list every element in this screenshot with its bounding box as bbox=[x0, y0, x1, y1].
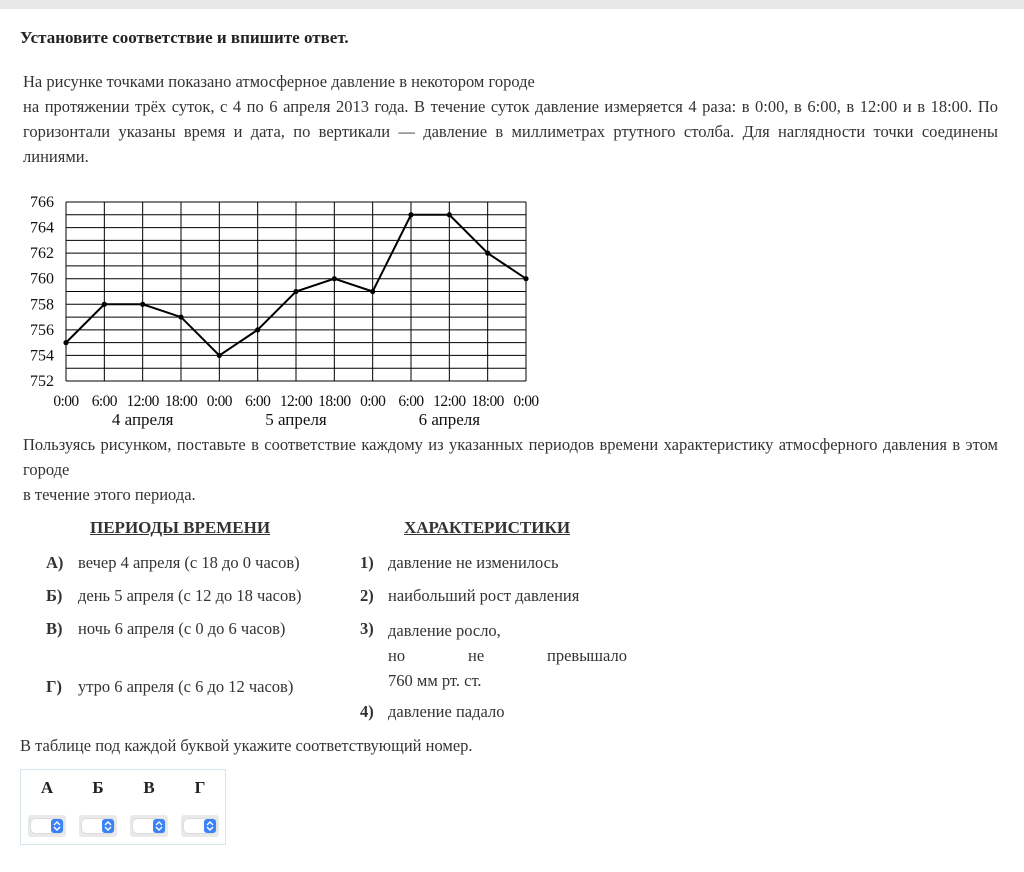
period-letter: А) bbox=[46, 553, 64, 572]
x-tick-label: 6:00 bbox=[91, 393, 117, 410]
characteristic-3-line-3: 760 мм рт. ст. bbox=[388, 671, 482, 690]
date-label: 5 апреля bbox=[265, 410, 327, 429]
answer-select-b[interactable] bbox=[79, 815, 117, 837]
period-letter: Г) bbox=[46, 677, 62, 696]
y-tick-label: 756 bbox=[30, 321, 54, 339]
select-arrows-icon bbox=[51, 819, 63, 833]
question-line-1: Пользуясь рисунком, поставьте в соответствие каждому из указанных периодов времени характеристику атмосферного давления в этом городе bbox=[23, 435, 998, 479]
period-text: день 5 апреля (с 12 до 18 часов) bbox=[78, 586, 302, 605]
data-point bbox=[370, 289, 375, 294]
pressure-chart bbox=[0, 186, 560, 432]
y-tick-label: 764 bbox=[30, 219, 54, 237]
x-tick-label: 0:00 bbox=[53, 393, 79, 410]
data-point bbox=[178, 314, 183, 319]
period-text: утро 6 апреля (с 6 до 12 часов) bbox=[78, 677, 294, 696]
y-tick-label: 754 bbox=[30, 347, 54, 365]
select-arrows-icon bbox=[153, 819, 165, 833]
characteristic-3-line-1: давление росло, bbox=[388, 621, 501, 640]
x-tick-label: 6:00 bbox=[398, 393, 424, 410]
x-tick-labels bbox=[53, 393, 539, 410]
data-point bbox=[293, 289, 298, 294]
characteristic-text: давление не изменилось bbox=[388, 553, 559, 572]
y-tick-label: 752 bbox=[30, 373, 54, 390]
x-tick-label: 18:00 bbox=[318, 393, 351, 410]
word: но bbox=[388, 646, 406, 665]
question-text bbox=[23, 432, 998, 507]
characteristic-3-line-2 bbox=[388, 643, 627, 668]
x-tick-label: 0:00 bbox=[513, 393, 539, 410]
data-point bbox=[255, 327, 260, 332]
data-point bbox=[332, 276, 337, 281]
period-letter: В) bbox=[46, 619, 63, 638]
data-point bbox=[102, 302, 107, 307]
periods-header: ПЕРИОДЫ ВРЕМЕНИ bbox=[90, 518, 271, 537]
x-tick-label: 0:00 bbox=[360, 393, 386, 410]
period-text: вечер 4 апреля (с 18 до 0 часов) bbox=[78, 553, 300, 572]
x-tick-label: 0:00 bbox=[206, 393, 232, 410]
y-tick-label: 766 bbox=[30, 194, 54, 211]
intro-line-1: На рисунке точками показано атмосферное давление в некотором городе bbox=[23, 72, 535, 91]
x-tick-label: 6:00 bbox=[245, 393, 271, 410]
top-bar bbox=[0, 0, 1024, 9]
answer-header-v: В bbox=[143, 778, 155, 797]
date-label: 6 апреля bbox=[418, 410, 481, 429]
word: не bbox=[467, 646, 485, 665]
data-point bbox=[140, 302, 145, 307]
characteristic-3-text bbox=[388, 618, 627, 693]
select-arrows-icon bbox=[204, 819, 216, 833]
x-tick-label: 18:00 bbox=[164, 393, 198, 410]
answer-header-a: А bbox=[40, 778, 54, 797]
date-labels bbox=[112, 410, 480, 429]
y-tick-labels bbox=[30, 194, 54, 390]
characteristic-number: 2) bbox=[360, 586, 374, 605]
task-title: Установите соответствие и впишите ответ. bbox=[20, 28, 349, 47]
x-tick-label: 18:00 bbox=[471, 393, 504, 410]
period-letter: Б) bbox=[46, 586, 63, 605]
answer-header-b: Б bbox=[92, 778, 104, 797]
instruction-text: В таблице под каждой буквой укажите соответствующий номер. bbox=[20, 736, 473, 755]
characteristic-number: 4) bbox=[360, 702, 374, 721]
characteristic-text: давление падало bbox=[388, 702, 505, 721]
y-tick-label: 758 bbox=[30, 296, 54, 314]
question-line-2: в течение этого периода. bbox=[23, 485, 196, 504]
y-tick-label: 762 bbox=[30, 245, 54, 263]
answer-select-a[interactable] bbox=[28, 815, 66, 837]
x-tick-label: 12:00 bbox=[126, 393, 159, 410]
x-tick-label: 12:00 bbox=[433, 393, 466, 410]
answer-select-g[interactable] bbox=[181, 815, 219, 837]
select-arrows-icon bbox=[102, 819, 114, 833]
characteristic-number: 3) bbox=[360, 619, 374, 638]
answer-select-v[interactable] bbox=[130, 815, 168, 837]
task-intro bbox=[23, 69, 998, 169]
answer-table bbox=[20, 769, 226, 845]
x-tick-label: 12:00 bbox=[279, 393, 313, 410]
y-tick-label: 760 bbox=[30, 270, 54, 288]
date-label: 4 апреля bbox=[111, 410, 174, 429]
data-point bbox=[447, 212, 452, 217]
data-point bbox=[485, 251, 490, 256]
characteristic-text: наибольший рост давления bbox=[388, 586, 580, 605]
answer-header-g: Г bbox=[194, 778, 206, 797]
intro-line-2: на протяжении трёх суток, с 4 по 6 апреля 2013 года. В течение суток давление измеряется 4 раза: в 0:00, в 6:00, в 12:00 и в 18:00. По горизонтали указаны время и дата, по вертикали — давление в миллиметрах ртутного столба. Для наглядности точки соединены линиями. bbox=[23, 97, 998, 166]
characteristics-header: ХАРАКТЕРИСТИКИ bbox=[404, 518, 571, 537]
data-point bbox=[523, 276, 528, 281]
data-point bbox=[217, 353, 222, 358]
data-point bbox=[63, 340, 68, 345]
characteristic-number: 1) bbox=[360, 553, 374, 572]
word: превышало bbox=[547, 646, 627, 665]
period-text: ночь 6 апреля (с 0 до 6 часов) bbox=[78, 619, 286, 638]
data-point bbox=[408, 212, 413, 217]
